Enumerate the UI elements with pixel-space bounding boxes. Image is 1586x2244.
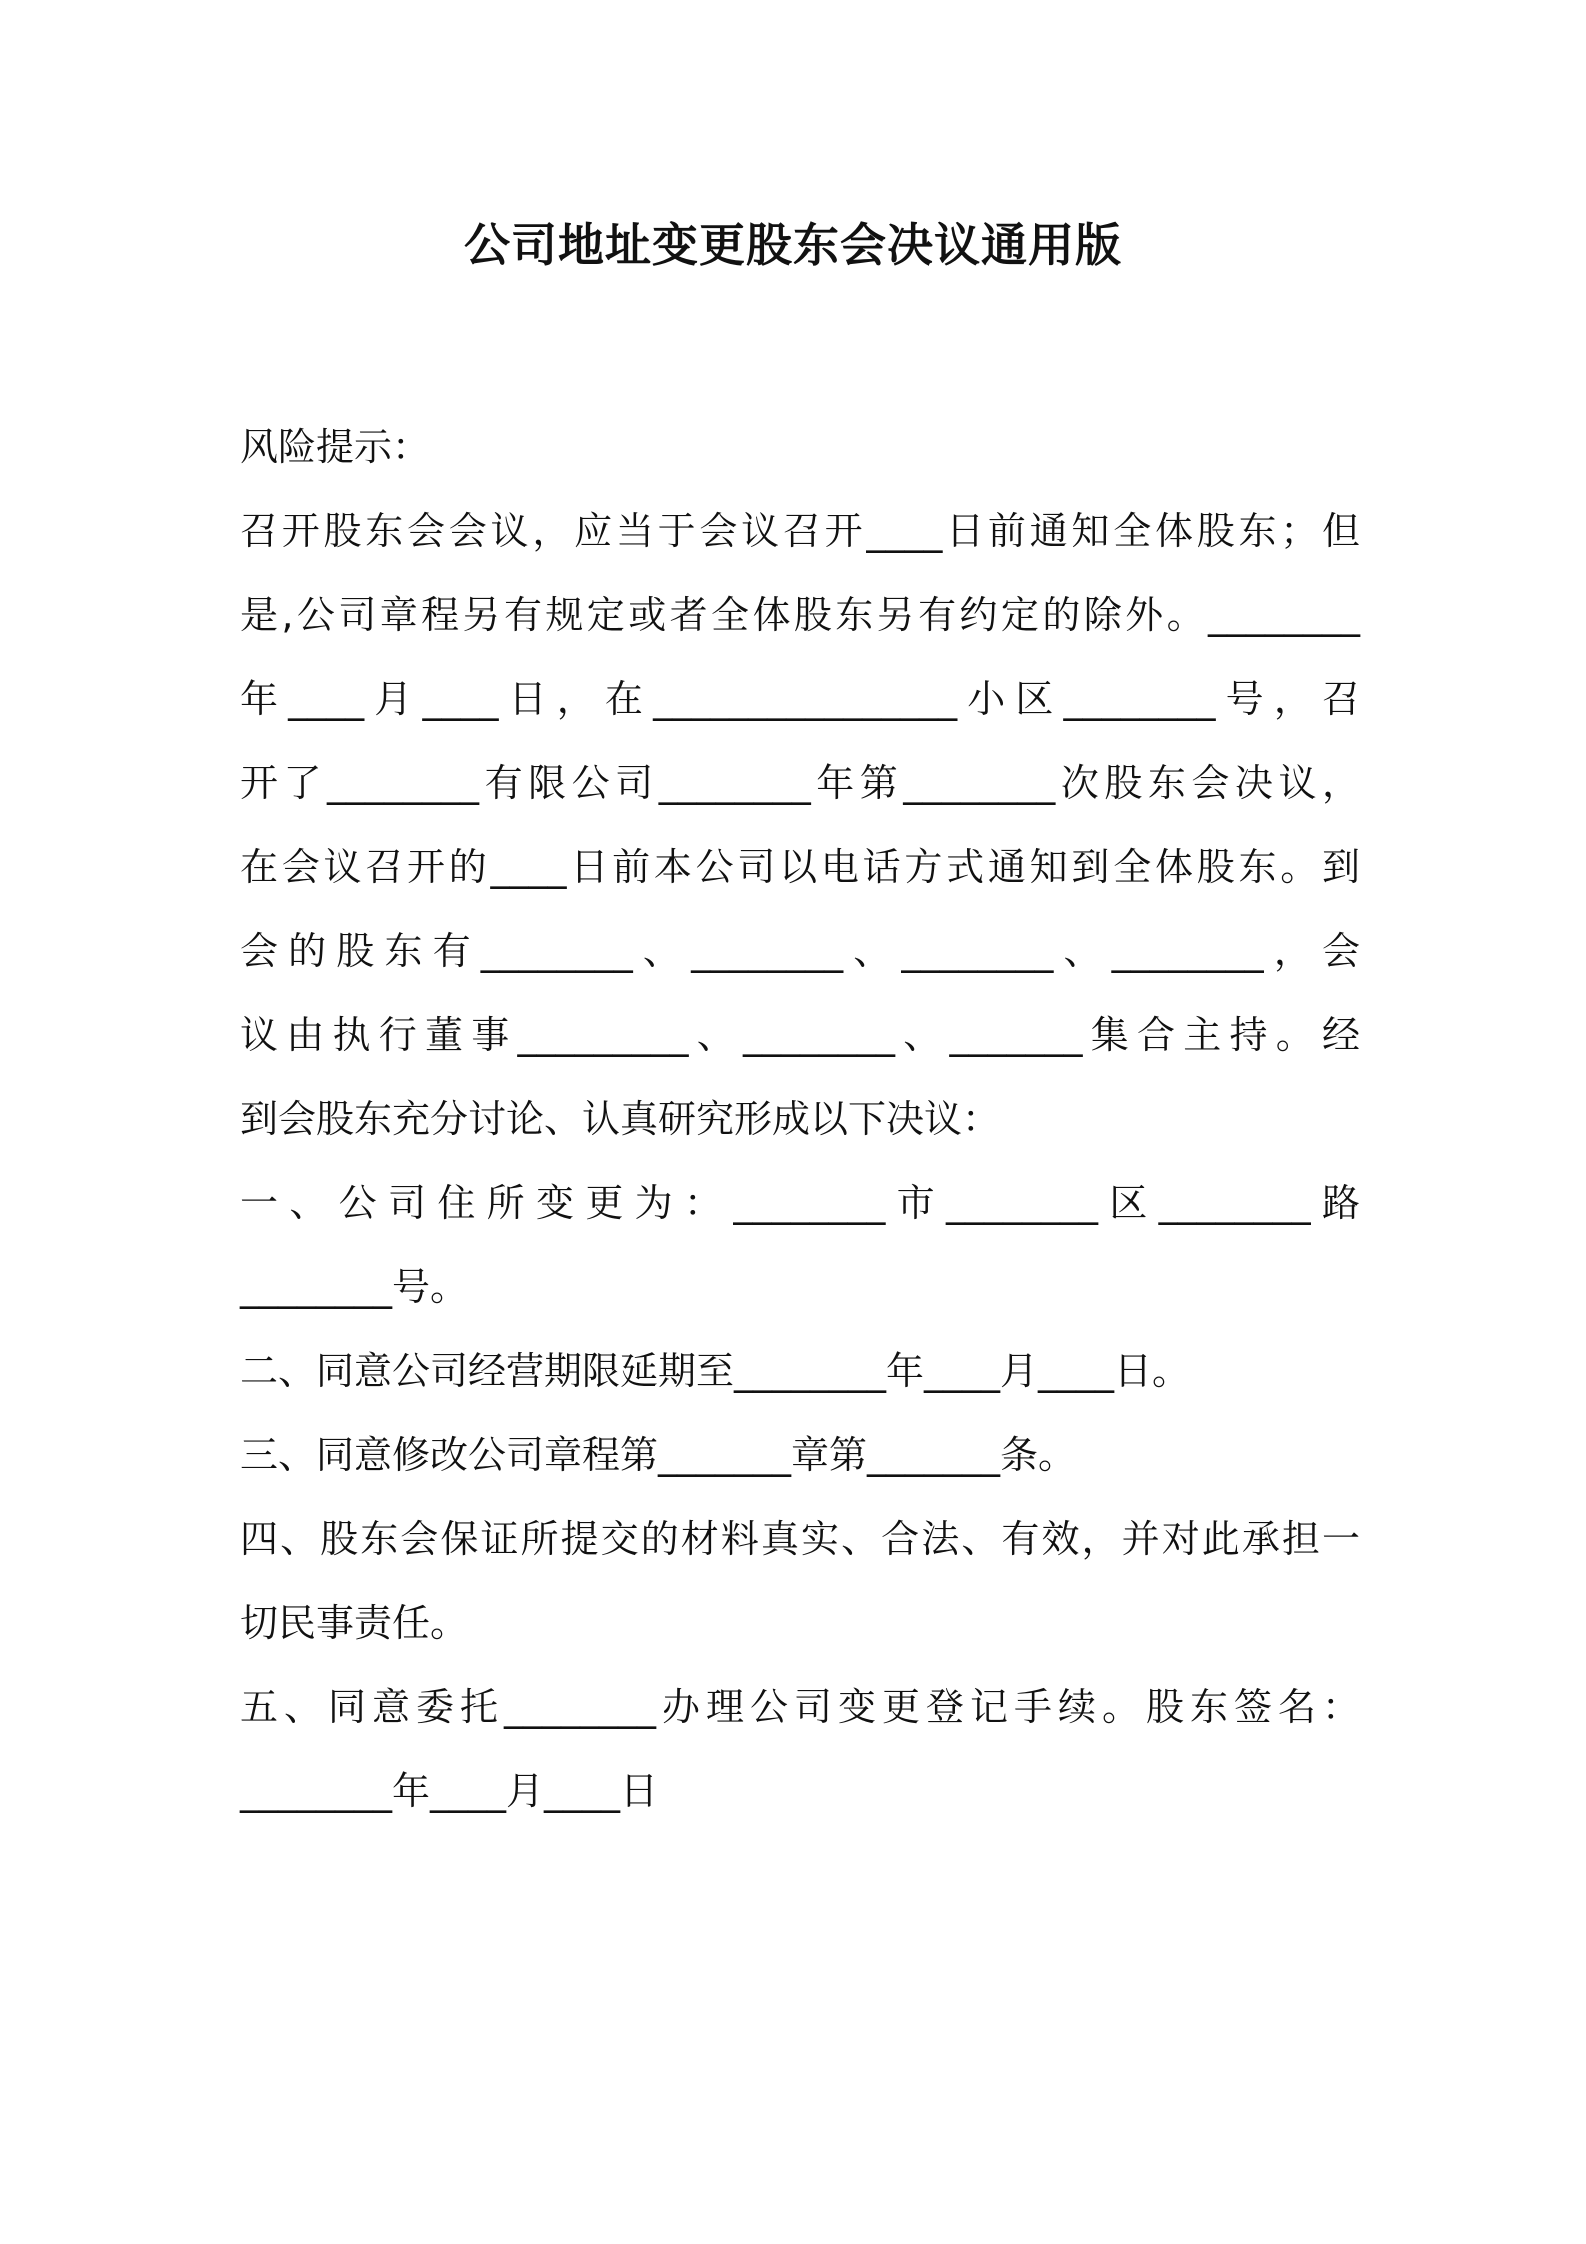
resolution-1-cont: ________号。: [240, 1265, 469, 1309]
paragraph-line: 到会股东充分讨论、认真研究形成以下决议：: [240, 1097, 1001, 1141]
paragraph-line: 是,公司章程另有规定或者全体股东另有约定的除外。________: [240, 593, 1360, 637]
paragraph-line: 会的股东有________、________、________、________，会: [240, 929, 1360, 973]
resolution-1: 一、公司住所变更为：________市________区________路: [240, 1181, 1360, 1225]
signature-date-line: ________年____月____日: [240, 1769, 659, 1813]
paragraph-line: 开了________有限公司________年第________次股东会决议，: [240, 761, 1360, 805]
paragraph-line: 在会议召开的____日前本公司以电话方式通知到全体股东。到: [240, 845, 1360, 889]
paragraph-line: 召开股东会会议，应当于会议召开____日前通知全体股东；但: [240, 509, 1360, 553]
resolution-3: 三、同意修改公司章程第_______章第_______条。: [240, 1433, 1077, 1477]
resolution-5: 五、同意委托________办理公司变更登记手续。股东签名：: [240, 1685, 1360, 1729]
paragraph-line: 议由执行董事_________、________、_______集合主持。经: [240, 1013, 1360, 1057]
resolution-4: 四、股东会保证所提交的材料真实、合法、有效，并对此承担一: [240, 1517, 1360, 1561]
risk-heading: 风险提示：: [240, 425, 431, 469]
document-body: [240, 405, 1360, 1833]
document-title: 公司地址变更股东会决议通用版: [464, 218, 1122, 272]
resolution-2: 二、同意公司经营期限延期至________年____月____日。: [240, 1349, 1191, 1393]
paragraph-line: 年____月____日，在________________小区________号，召: [240, 677, 1360, 721]
resolution-4-cont: 切民事责任。: [240, 1601, 469, 1645]
